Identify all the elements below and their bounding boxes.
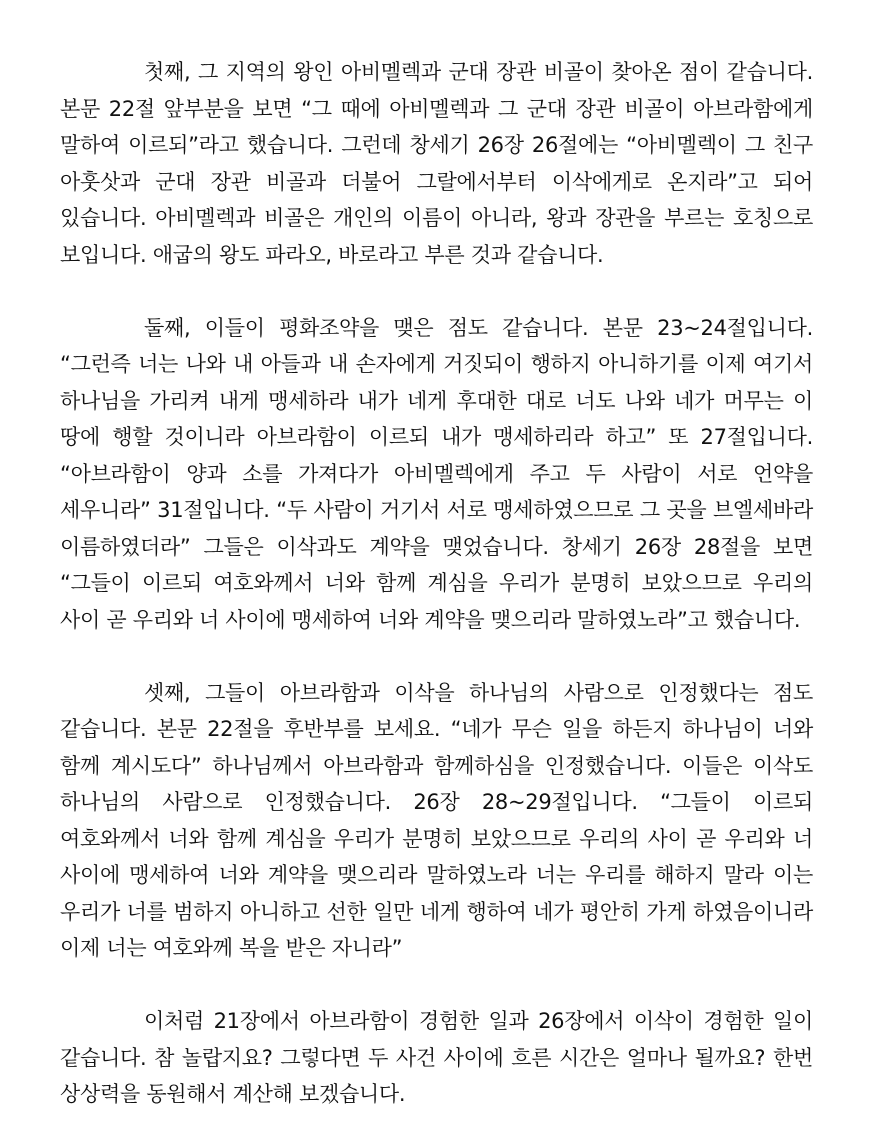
paragraph-first: 첫째, 그 지역의 왕인 아비멜렉과 군대 장관 비골이 찾아온 점이 같습니다. 본문 22절 앞부분을 보면 “그 때에 아비멜렉과 그 군대 장관 비골이 아브라함에게 말하여 이르되”라고 했습니다. 그런데 창세기 26장 26절에는 “아비멜렉이 그 친구 아훗삿과 군대 장관 비골과 더불어 그랄에서부터 이삭에게로 온지라”고 되어 있습니다. 아비멜렉과 비골은 개인의 이름이 아니라, 왕과 장관을 부르는 호칭으로 보입니다. 애굽의 왕도 파라오, 바로라고 부른 것과 같습니다. [60,60,813,267]
paragraph-conclusion: 이처럼 21장에서 아브라함이 경험한 일과 26장에서 이삭이 경험한 일이 같습니다. 참 놀랍지요? 그렇다면 두 사건 사이에 흐른 시간은 얼마나 될까요? 한번 상상력을 동원해서 계산해 보겠습니다. [60,1009,813,1106]
paragraph-third: 셋째, 그들이 아브라함과 이삭을 하나님의 사람으로 인정했다는 점도 같습니다. 본문 22절을 후반부를 보세요. “네가 무슨 일을 하든지 하나님이 너와 함께 계시도다” 하나님께서 아브라함과 함께하심을 인정했습니다. 이들은 이삭도 하나님의 사람으로 인정했습니다. 26장 28~29절입니다. “그들이 이르되 여호와께서 너와 함께 계심을 우리가 분명히 보았으므로 우리의 사이 곧 우리와 너 사이에 맹세하여 너와 계약을 맺으리라 말하였노라 너는 우리를 해하지 말라 이는 우리가 너를 범하지 아니하고 선한 일만 네게 행하여 네가 평안히 가게 하였음이니라 이제 너는 여호와께 복을 받은 자니라” [60,680,813,960]
document-body [60,54,813,1113]
paragraph-second: 둘째, 이들이 평화조약을 맺은 점도 같습니다. 본문 23~24절입니다. “그런즉 너는 나와 내 아들과 내 손자에게 거짓되이 행하지 아니하기를 이제 여기서 하나님을 가리켜 내게 맹세하라 내가 네게 후대한 대로 너도 나와 네가 머무는 이 땅에 행할 것이니라 아브라함이 이르되 내가 맹세하리라 하고” 또 27절입니다. “아브라함이 양과 소를 가져다가 아비멜렉에게 주고 두 사람이 서로 언약을 세우니라” 31절입니다. “두 사람이 거기서 서로 맹세하였으므로 그 곳을 브엘세바라 이름하였더라” 그들은 이삭과도 계약을 맺었습니다. 창세기 26장 28절을 보면 “그들이 이르되 여호와께서 너와 함께 계심을 우리가 분명히 보았으므로 우리의 사이 곧 우리와 너 사이에 맹세하여 너와 계약을 맺으리라 말하였노라”고 했습니다. [60,315,813,632]
